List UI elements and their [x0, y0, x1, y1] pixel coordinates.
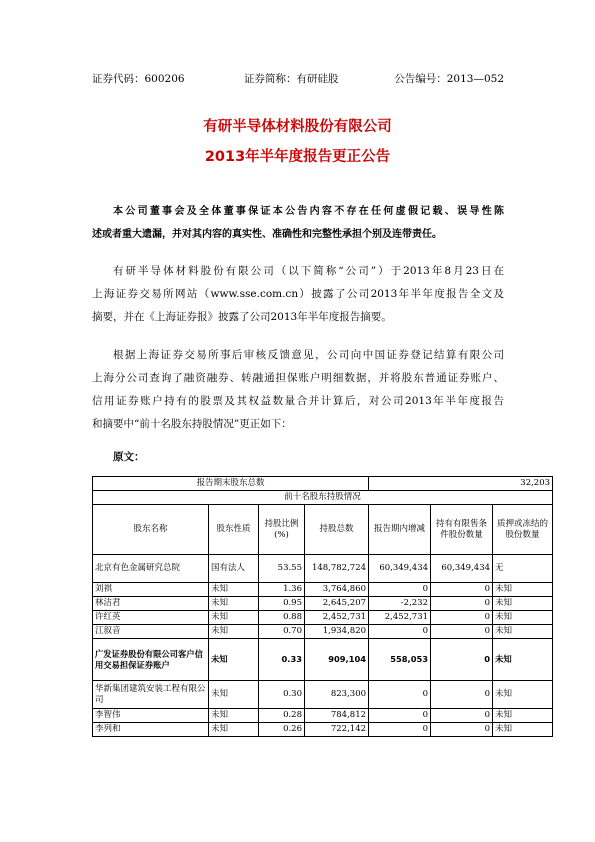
shareholder-nature: 未知	[209, 583, 259, 597]
company-title: 有研半导体材料股份有限公司	[203, 119, 392, 135]
column-header: 持股比例(%)	[259, 505, 305, 555]
top-ten-shareholders-table	[92, 476, 553, 737]
holding-ratio: 0.70	[259, 625, 305, 639]
pledged-shares: 未知	[493, 625, 553, 639]
column-header: 报告期内增减	[369, 505, 431, 555]
restricted-shares: 0	[431, 639, 493, 681]
holding-total: 1,934,820	[305, 625, 369, 639]
shareholder-nature: 未知	[209, 681, 259, 709]
notice-title: 2013年半年度报告更正公告	[204, 149, 391, 165]
shareholder-name: 林洁君	[93, 597, 209, 611]
column-header: 股东性质	[209, 505, 259, 555]
total-shareholders-value: 32,203	[369, 477, 553, 491]
restricted-shares: 0	[431, 597, 493, 611]
shareholder-name: 李列和	[93, 723, 209, 737]
board-statement	[92, 200, 504, 246]
shareholder-nature: 未知	[209, 723, 259, 737]
table-row	[93, 583, 553, 597]
statement-line: 本公司董事会及全体董事保证本公告内容不存在任何虚假记载、误导性陈	[113, 206, 504, 217]
stock-abbreviation: 证券简称：有研硅股	[244, 73, 339, 85]
holding-total: 823,300	[305, 681, 369, 709]
shareholder-nature: 国有法人	[209, 555, 259, 583]
holding-ratio: 0.26	[259, 723, 305, 737]
paragraph-disclosure	[92, 260, 504, 329]
pledged-shares: 未知	[493, 681, 553, 709]
holding-ratio: 0.33	[259, 639, 305, 681]
period-change: -2,232	[369, 597, 431, 611]
restricted-shares: 0	[431, 625, 493, 639]
period-change: 0	[369, 709, 431, 723]
shareholder-name: 江叙音	[93, 625, 209, 639]
column-header: 股东名称	[93, 505, 209, 555]
holding-ratio: 53.55	[259, 555, 305, 583]
table-row	[93, 709, 553, 723]
holding-ratio: 0.28	[259, 709, 305, 723]
shareholder-name: 华新集团建筑安装工程有限公司	[93, 681, 209, 709]
document-header	[92, 72, 504, 86]
pledged-shares: 未知	[493, 639, 553, 681]
period-change: 0	[369, 583, 431, 597]
holding-total: 784,812	[305, 709, 369, 723]
shareholder-name: 李智伟	[93, 709, 209, 723]
period-change: 558,053	[369, 639, 431, 681]
column-header: 持有有限售条件股份数量	[431, 505, 493, 555]
table-row	[93, 723, 553, 737]
table-row	[93, 597, 553, 611]
holding-total: 2,452,731	[305, 611, 369, 625]
shareholder-name: 许红英	[93, 611, 209, 625]
holding-ratio: 0.30	[259, 681, 305, 709]
table-row	[93, 681, 553, 709]
paragraph-line: 上海证券交易所网站（www.sse.com.cn）披露了公司2013年半年度报告全文及	[92, 288, 504, 300]
paragraph-line: 信用证券账户持有的股票及其权益数量合并计算后，对公司2013年半年度报告	[92, 395, 504, 407]
holding-total: 909,104	[305, 639, 369, 681]
statement-line: 述或者重大遗漏，并对其内容的真实性、准确性和完整性承担个别及连带责任。	[92, 229, 442, 240]
holding-ratio: 0.88	[259, 611, 305, 625]
paragraph-correction	[92, 344, 504, 436]
restricted-shares: 0	[431, 723, 493, 737]
paragraph-line: 和摘要中“前十名股东持股情况”更正如下：	[92, 418, 292, 430]
restricted-shares: 0	[431, 583, 493, 597]
holding-ratio: 1.36	[259, 583, 305, 597]
table-row	[93, 555, 553, 583]
restricted-shares: 60,349,434	[431, 555, 493, 583]
total-shareholders-row	[93, 477, 553, 491]
section-title-row	[93, 491, 553, 505]
period-change: 0	[369, 625, 431, 639]
period-change: 60,349,434	[369, 555, 431, 583]
holding-total: 722,142	[305, 723, 369, 737]
holding-total: 148,782,724	[305, 555, 369, 583]
pledged-shares: 未知	[493, 723, 553, 737]
period-change: 0	[369, 723, 431, 737]
restricted-shares: 0	[431, 611, 493, 625]
restricted-shares: 0	[431, 709, 493, 723]
section-title: 前十名股东持股情况	[93, 491, 553, 505]
pledged-shares: 未知	[493, 597, 553, 611]
column-header: 质押或冻结的股份数量	[493, 505, 553, 555]
shareholder-nature: 未知	[209, 639, 259, 681]
pledged-shares: 未知	[493, 583, 553, 597]
stock-code: 证券代码：600206	[92, 73, 185, 85]
period-change: 2,452,731	[369, 611, 431, 625]
shareholder-name: 广发证券股份有限公司客户信用交易担保证券账户	[93, 639, 209, 681]
total-shareholders-label: 报告期末股东总数	[93, 477, 369, 491]
restricted-shares: 0	[431, 681, 493, 709]
shareholder-nature: 未知	[209, 611, 259, 625]
period-change: 0	[369, 681, 431, 709]
table-row	[93, 625, 553, 639]
pledged-shares: 未知	[493, 611, 553, 625]
pledged-shares: 未知	[493, 709, 553, 723]
shareholder-name: 北京有色金属研究总院	[93, 555, 209, 583]
paragraph-line: 有研半导体材料股份有限公司（以下简称“公司”）于2013年8月23日在	[113, 265, 504, 277]
paragraph-line: 上海分公司查询了融资融券、转融通担保账户明细数据，并将股东普通证券账户、	[92, 372, 504, 384]
paragraph-line: 摘要，并在《上海证券报》披露了公司2013年半年度报告摘要。	[92, 311, 392, 323]
notice-number: 公告编号：2013—052	[394, 73, 504, 85]
shareholder-name: 刘祺	[93, 583, 209, 597]
shareholder-nature: 未知	[209, 625, 259, 639]
column-header-row	[93, 505, 553, 555]
pledged-shares: 无	[493, 555, 553, 583]
holding-total: 2,645,207	[305, 597, 369, 611]
column-header: 持股总数	[305, 505, 369, 555]
original-text-label: 原文：	[113, 451, 145, 463]
paragraph-line: 根据上海证券交易所事后审核反馈意见，公司向中国证券登记结算有限公司	[113, 349, 504, 361]
table-row	[93, 639, 553, 681]
shareholder-nature: 未知	[209, 597, 259, 611]
holding-ratio: 0.95	[259, 597, 305, 611]
holding-total: 3,764,860	[305, 583, 369, 597]
table-row	[93, 611, 553, 625]
shareholder-nature: 未知	[209, 709, 259, 723]
